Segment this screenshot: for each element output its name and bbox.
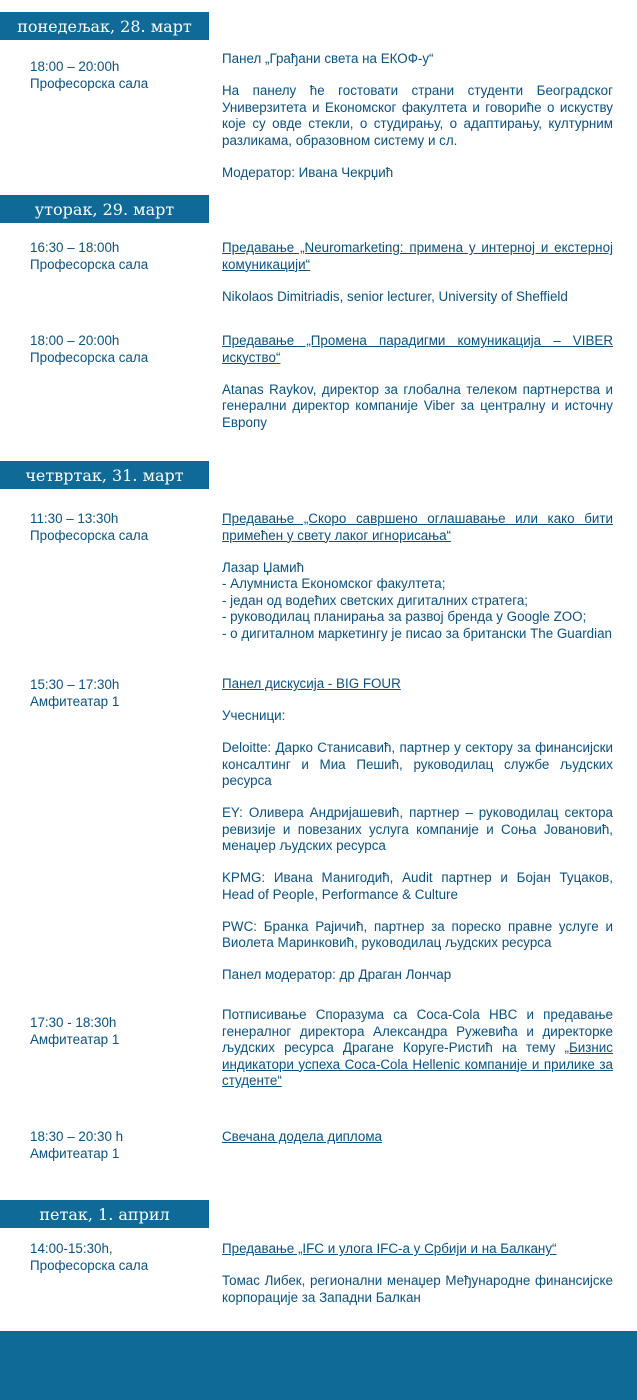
event-time-venue bbox=[30, 1015, 210, 1048]
event-description: На панелу ће гостовати страни студенти Београдског Универзитета и Економског факултета и говориће о искуству које су овде стекли, о студирању, о адаптирању, културним разликама, образовном систему и сл. bbox=[222, 83, 613, 148]
event-time: 18:00 – 20:00h bbox=[30, 333, 120, 348]
event-time: 14:00-15:30h, bbox=[30, 1241, 113, 1256]
bio-item: - руководилац планирања за развој бренда у Google ZOO; bbox=[222, 609, 587, 624]
event-title: Панел „Грађани света на ЕКОФ-у“ bbox=[222, 51, 434, 66]
event-venue: Професорска сала bbox=[30, 256, 149, 272]
event-details bbox=[222, 1241, 613, 1306]
event-intro bbox=[222, 1007, 613, 1090]
event-time-venue bbox=[30, 333, 210, 366]
event-venue: Професорска сала bbox=[30, 349, 149, 365]
day-header-label: петак, 1. април bbox=[39, 1204, 170, 1224]
participant-entry: Deloitte: Дарко Станисавић, партнер у сектору за финансијски консалтинг и Миа Пешић, руководилац службе људских ресурса bbox=[222, 740, 613, 788]
participant-entry: KPMG: Ивана Манигодић, Audit партнер и Бојан Туцаков, Head of People, Performance & Culture bbox=[222, 870, 613, 902]
event-title-link[interactable]: Предавање „IFC и улога IFC-а у Србији и на Балкану“ bbox=[222, 1241, 557, 1256]
event-speaker-bio bbox=[222, 560, 613, 643]
event-title-link[interactable]: „Бизнис индикатори успеха Coca-Cola Hellenic компаније и прилике за студенте“ bbox=[222, 1040, 613, 1088]
event-time-venue bbox=[30, 511, 210, 544]
event-details bbox=[222, 1129, 613, 1146]
participant-entry: PWC: Бранка Рајичић, партнер за пореско правне услуге и Виолета Маринковић, руководилац људских ресурса bbox=[222, 918, 613, 950]
event-time: 17:30 - 18:30h bbox=[30, 1015, 117, 1030]
participant-entry: EY: Оливера Андријашевић, партнер – руководилац сектора ревизије и повезаних услуга компаније и Соња Јовановић, менаџер људских ресурса bbox=[222, 805, 613, 853]
event-title-link[interactable]: Свечана додела диплома bbox=[222, 1129, 382, 1144]
event-title-link[interactable]: Предавање „Скоро савршено оглашавање или како бити примећен у свету лаког игнорисања“ bbox=[222, 511, 613, 543]
participants-label: Учесници: bbox=[222, 708, 286, 723]
event-time-venue bbox=[30, 1241, 210, 1274]
event-moderator: Панел модератор: др Драган Лончар bbox=[222, 967, 452, 982]
event-speaker: Nikolaos Dimitriadis, senior lecturer, University of Sheffield bbox=[222, 288, 568, 304]
event-intro-text: Потписивање Споразума са Coca-Cola HBC и предавање генералног директора Александра Ружевића и директорке људских ресурса Драгане Коруге-Ристић на тему bbox=[222, 1007, 613, 1055]
event-speaker: Atanas Raykov, директор за глобална телеком партнерства и генерални директор компаније Viber за централну и источну Европу bbox=[222, 381, 613, 430]
bio-item: - један од водећих светских дигиталних стратега; bbox=[222, 592, 528, 608]
event-details bbox=[222, 240, 613, 305]
event-time: 15:30 – 17:30h bbox=[30, 677, 120, 692]
event-details bbox=[222, 333, 613, 431]
event-time: 16:30 – 18:00h bbox=[30, 240, 120, 255]
event-details bbox=[222, 676, 613, 984]
day-header-tuesday bbox=[0, 195, 209, 223]
day-header-label: понедељак, 28. март bbox=[17, 16, 192, 36]
bio-item: - о дигиталном маркетингу је писао за британски The Guardian bbox=[222, 625, 612, 641]
event-details bbox=[222, 51, 613, 181]
event-title-link[interactable]: Панел дискусија - BIG FOUR bbox=[222, 676, 401, 691]
event-time: 18:00 – 20:00h bbox=[30, 59, 120, 74]
event-time-venue bbox=[30, 677, 210, 710]
day-header-friday bbox=[0, 1200, 209, 1228]
event-title-link[interactable]: Предавање „Neuromarketing: примена у интерној и екстерној комуникацији“ bbox=[222, 240, 613, 272]
event-venue: Амфитеатар 1 bbox=[30, 693, 120, 709]
bio-item: - Алумниста Економског факултета; bbox=[222, 576, 446, 591]
event-details bbox=[222, 511, 613, 642]
event-time: 11:30 – 13:30h bbox=[30, 511, 119, 526]
day-header-thursday bbox=[0, 461, 209, 489]
event-speaker: Томас Либек, регионални менаџер Међународне финансијске корпорације за Западни Балкан bbox=[222, 1273, 613, 1305]
event-title-link[interactable]: Предавање „Промена парадигми комуникација – VIBER искуство“ bbox=[222, 333, 613, 365]
speaker-name: Лазар Џамић bbox=[222, 559, 305, 575]
event-time: 18:30 – 20:30 h bbox=[30, 1129, 124, 1144]
event-details bbox=[222, 1007, 613, 1090]
event-moderator: Модератор: Ивана Чекрџић bbox=[222, 164, 394, 180]
event-venue: Професорска сала bbox=[30, 75, 149, 91]
event-venue: Професорска сала bbox=[30, 527, 149, 543]
event-venue: Амфитеатар 1 bbox=[30, 1031, 120, 1047]
event-time-venue bbox=[30, 1129, 210, 1162]
day-header-label: уторак, 29. март bbox=[34, 199, 175, 219]
event-venue: Професорска сала bbox=[30, 1257, 149, 1273]
day-header-label: четвртак, 31. март bbox=[25, 465, 184, 485]
day-header-monday bbox=[0, 12, 209, 40]
event-time-venue bbox=[30, 240, 210, 273]
event-venue: Амфитеатар 1 bbox=[30, 1145, 120, 1161]
footer-bar bbox=[0, 1331, 637, 1400]
event-time-venue bbox=[30, 59, 210, 92]
